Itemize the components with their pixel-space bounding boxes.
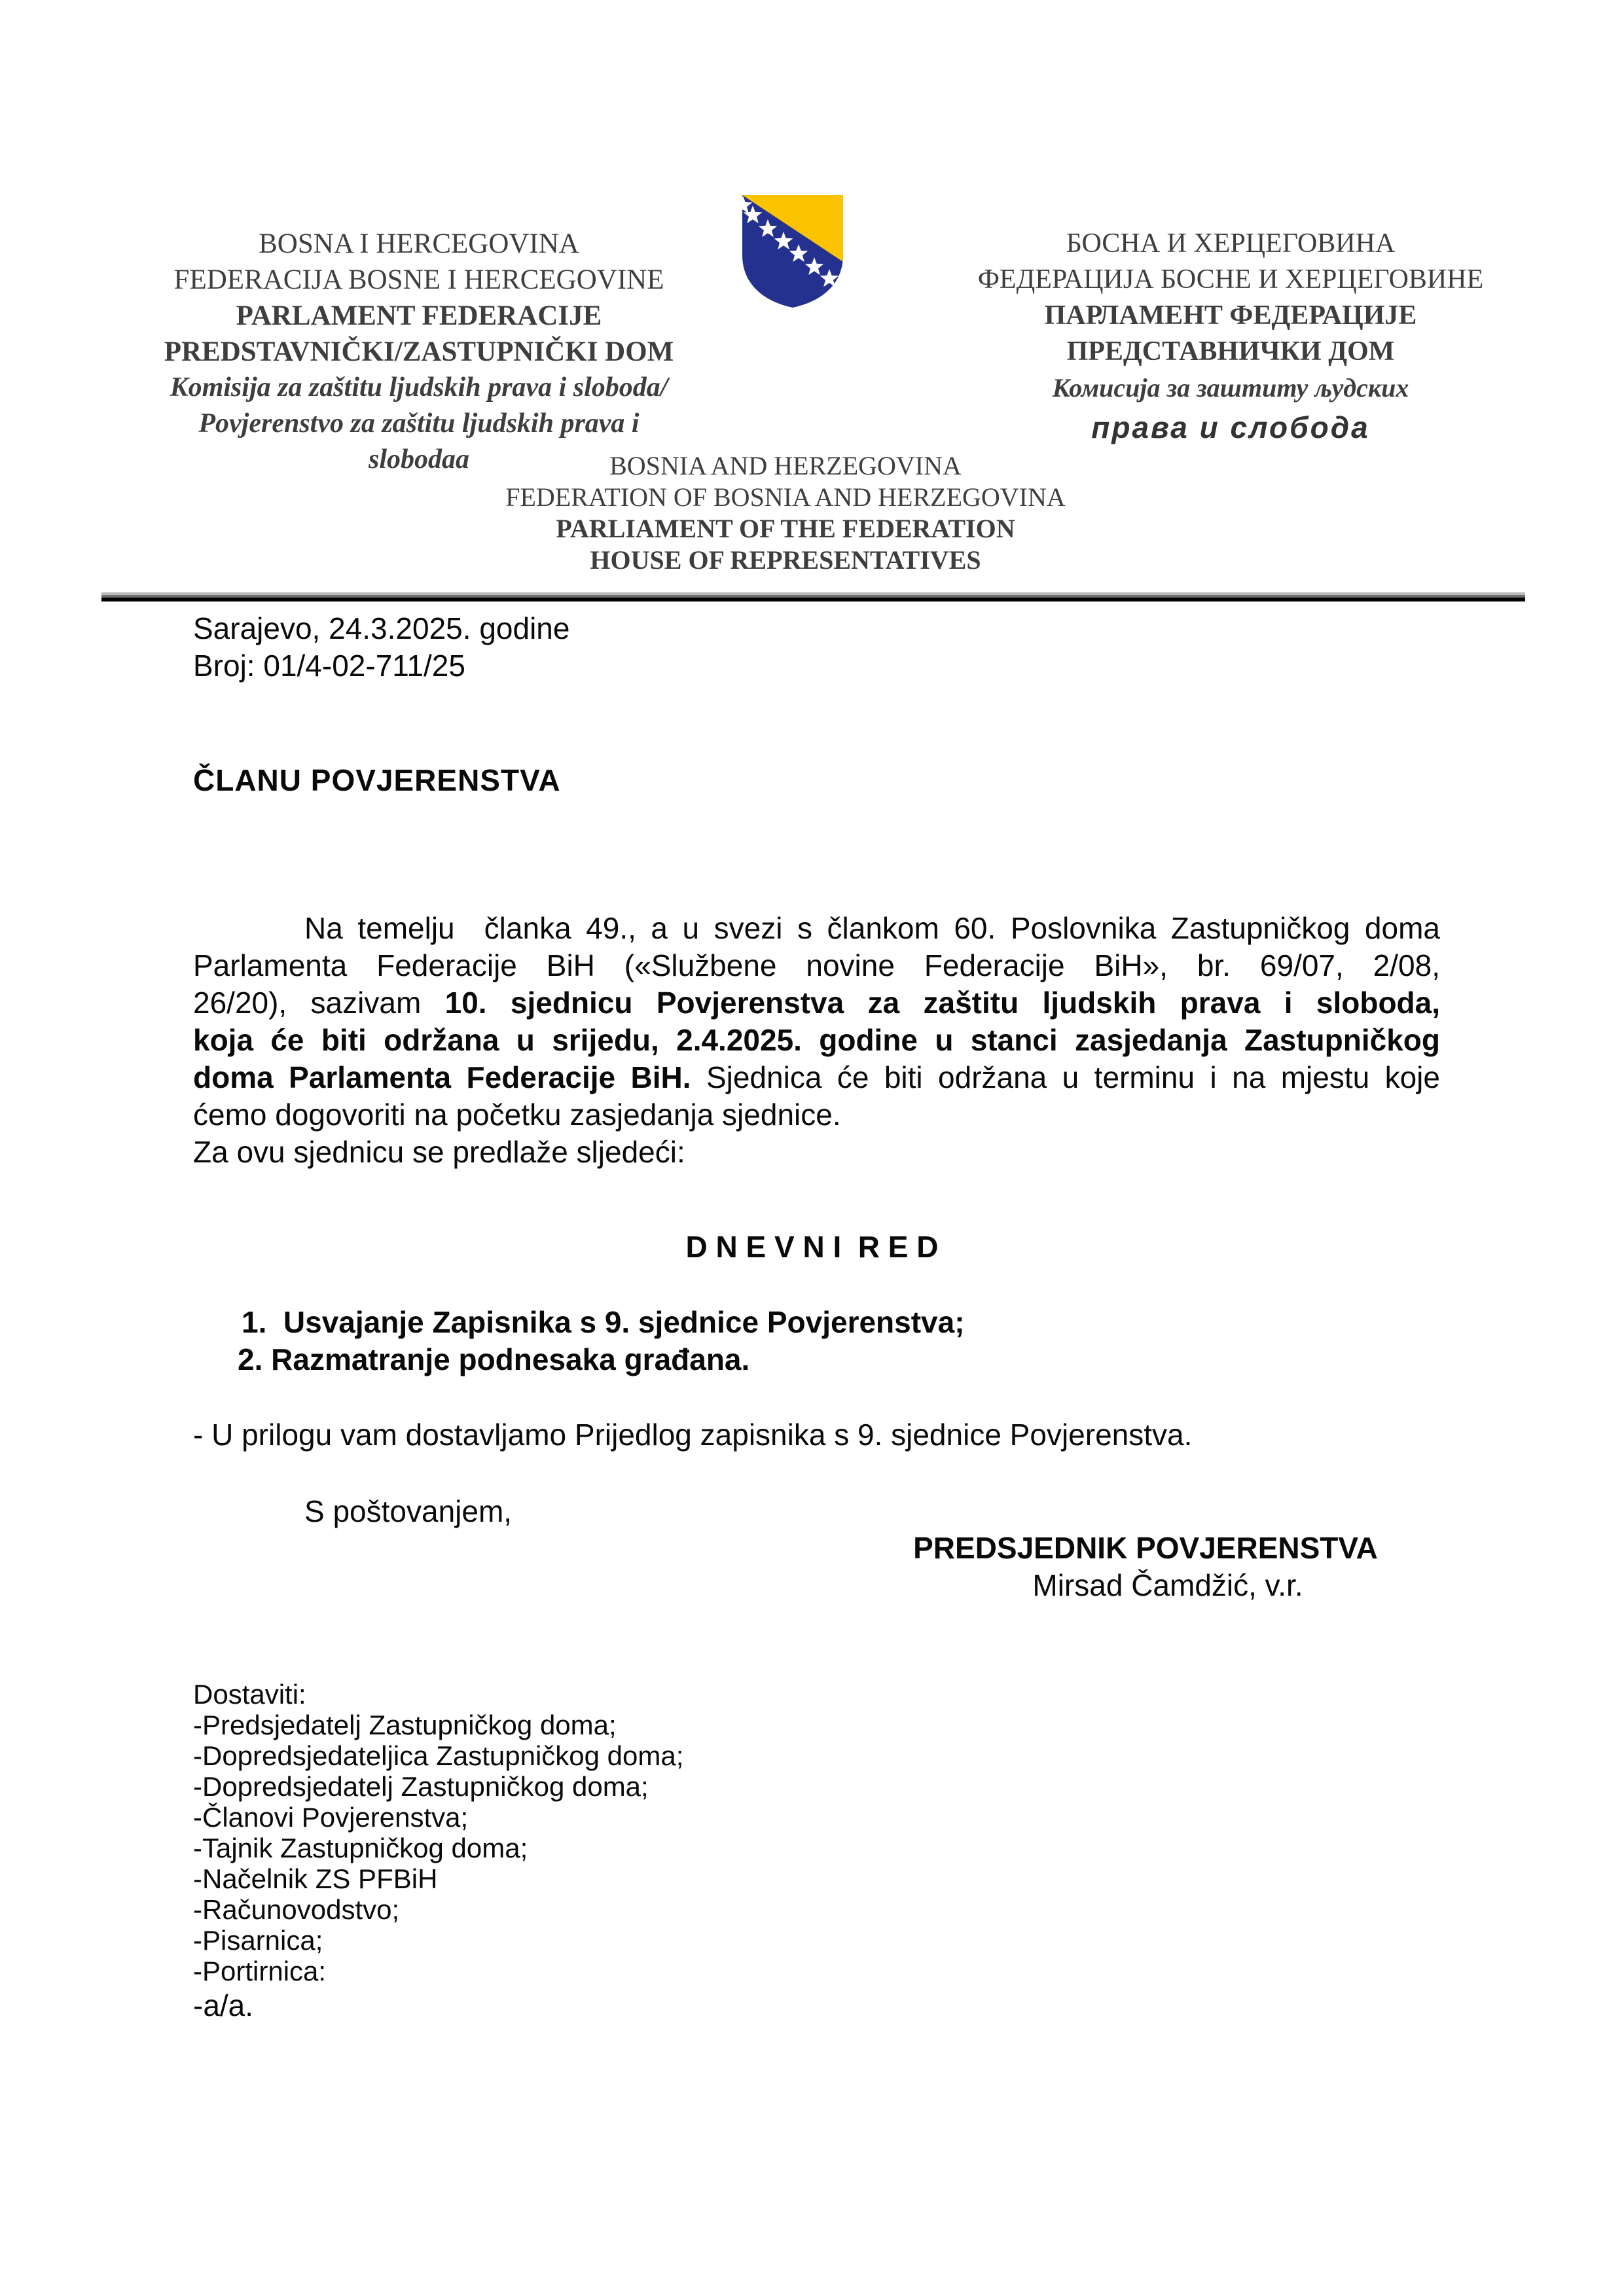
distribution-item: -Dopredsjedateljica Zastupničkog doma; [193, 1740, 684, 1771]
paragraph-line: Parlamenta Federacije BiH («Službene novine Federacije BiH», br. 69/07, 2/08, [193, 948, 1440, 982]
distribution-items [193, 1710, 683, 1986]
agenda-list [238, 1304, 965, 1378]
distribution-item: -Računovodstvo; [193, 1894, 400, 1925]
header-line-parliament-en: PARLIAMENT OF THE FEDERATION [556, 514, 1015, 543]
salutation: S poštovanjem, [304, 1494, 513, 1528]
header-cyrillic-block [943, 226, 1519, 446]
attachment-note: - U prilogu vam dostavljamo Prijedlog zapisnika s 9. sjednice Povjerenstva. [193, 1418, 1193, 1452]
letter-meta [193, 610, 569, 685]
body-paragraph [193, 910, 1440, 1171]
header-line-country-cyr: БОСНА И ХЕРЦЕГОВИНА [1066, 228, 1396, 259]
signer-name: Mirsad Čamdžić, v.r. [1032, 1568, 1303, 1602]
agenda-heading: D N E V N I R E D [685, 1230, 939, 1264]
distribution-item: -Portirnica: [193, 1956, 327, 1986]
header-line-commission1: Komisija za zaštitu ljudskih prava i sloboda/ [170, 372, 668, 403]
paragraph-line: Za ovu sjednicu se predlaže sljedeći: [193, 1135, 685, 1169]
horizontal-rule [101, 592, 1525, 601]
reference-number-line: Broj: 01/4-02-711/25 [193, 649, 465, 683]
distribution-item: -Tajnik Zastupničkog doma; [193, 1833, 528, 1863]
paragraph-line: doma Parlamenta Federacije BiH. Sjednica će biti održana u terminu i na mjestu koje [193, 1060, 1440, 1094]
header-line-federation-cyr: ФЕДЕРАЦИЈА БОСНЕ И ХЕРЦЕГОВИНЕ [977, 264, 1484, 295]
paragraph-line: ćemo dogovoriti na početku zasjedanja sjednice. [193, 1098, 841, 1132]
distribution-item: -Pisarnica; [193, 1925, 323, 1956]
paragraph-line: koja će biti održana u srijedu, 2.4.2025. godine u stanci zasjedanja Zastupničkog [193, 1023, 1440, 1057]
agenda-item-1: 1. Usvajanje Zapisnika s 9. sjednice Povjerenstva; [242, 1305, 965, 1339]
header-line-commission3: slobodaa [368, 444, 469, 475]
place-date-line: Sarajevo, 24.3.2025. godine [193, 611, 570, 645]
header-line-commission2-cyr: права и слобода [1091, 410, 1370, 444]
header-latin-block [115, 226, 723, 478]
distribution-item: -Načelnik ZS PFBiH [193, 1863, 438, 1894]
recipient-title: ČLANU POVJERENSTVA [193, 763, 561, 797]
signer-title: PREDSJEDNIK POVJERENSTVA [913, 1531, 1378, 1565]
header-line-house-cyr: ПРЕДСТАВНИЧКИ ДОМ [1066, 336, 1395, 367]
bih-coat-of-arms-icon [734, 191, 851, 312]
paragraph-line: 26/20), sazivam 10. sjednicu Povjerenstva za zaštitu ljudskih prava i sloboda, [193, 986, 1440, 1020]
distribution-block [193, 1679, 683, 2021]
distribution-heading: Dostaviti: [193, 1679, 306, 1710]
header-line-house: PREDSTAVNIČKI/ZASTUPNIČKI DOM [164, 336, 674, 367]
distribution-item: -Dopredsjedatelj Zastupničkog doma; [193, 1771, 649, 1802]
distribution-item: -Članovi Povjerenstva; [193, 1802, 469, 1833]
distribution-archive: -a/a. [193, 1988, 254, 2022]
agenda-item-2: 2. Razmatranje podnesaka građana. [238, 1342, 750, 1376]
header-line-federation-en: FEDERATION OF BOSNIA AND HERZEGOVINA [505, 482, 1066, 512]
header-line-country-en: BOSNIA AND HERZEGOVINA [609, 451, 962, 480]
header-line-commission1-cyr: Комисија за заштиту људских [1052, 373, 1409, 403]
header-line-parliament-cyr: ПАРЛАМЕНТ ФЕДЕРАЦИЈЕ [1044, 300, 1417, 331]
signature-block [880, 1530, 1411, 1604]
header-line-house-en: HOUSE OF REPRESENTATIVES [590, 545, 981, 575]
header-line-commission2: Povjerenstvo za zaštitu ljudskih prava i [198, 408, 640, 439]
header-line-parliament: PARLAMENT FEDERACIJE [236, 300, 602, 331]
distribution-item: -Predsjedatelj Zastupničkog doma; [193, 1710, 617, 1740]
header-english-block [458, 450, 1113, 576]
paragraph-line: Na temelju članka 49., a u svezi s člankom 60. Poslovnika Zastupničkog doma [304, 911, 1440, 945]
header-line-federation: FEDERACIJA BOSNE I HERCEGOVINE [173, 264, 664, 295]
header-line-country: BOSNA I HERCEGOVINA [259, 228, 579, 259]
